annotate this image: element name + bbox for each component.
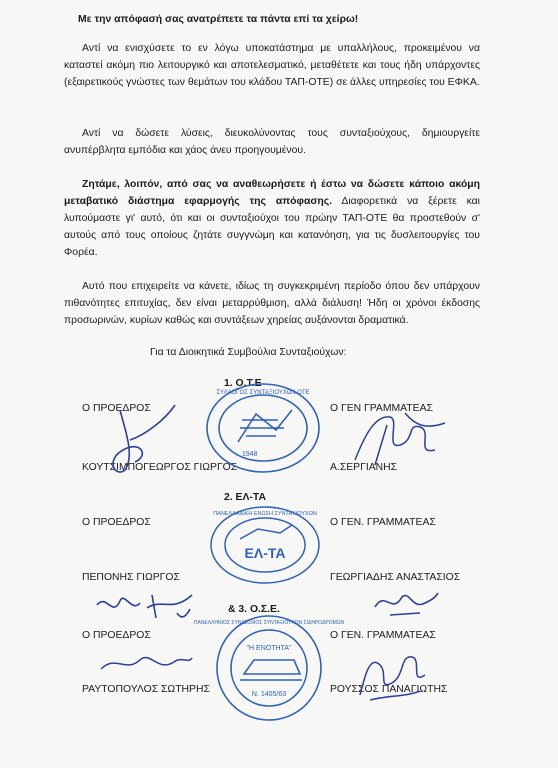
ose-president-signature-icon [96,644,196,680]
ote-president-role: Ο ΠΡΟΕΔΡΟΣ [82,403,151,414]
org-title-elta: 2. ΕΛ-ΤΑ [224,492,266,503]
ose-secretary-role: Ο ΓΕΝ. ΓΡΑΜΜΑΤΕΑΣ [330,630,436,641]
elta-president-role: Ο ΠΡΟΕΔΡΟΣ [82,517,151,528]
ose-stamp-number: Ν. 1405/63 [251,691,287,698]
signatures-intro: Για τα Διοικητικά Συμβούλια Συνταξιούχων: [150,347,347,358]
ote-stamp-year: 1948 [242,451,258,458]
paragraph-3-bold: Ζητάμε, λοιπόν, από σας να αναθεωρήσετε ή έστω να δώσετε κάποιο ακόμη μεταβατικό διάστημα εφαρμογής της απόφασης. [64,179,480,207]
ose-stamp-icon [193,612,345,724]
ose-president-role: Ο ΠΡΟΕΔΡΟΣ [82,630,151,641]
ose-stamp-motto: "Η ΕΝΟΤΗΤΑ" [246,645,292,652]
elta-stamp-logo: ΕΛ-ΤΑ [244,545,286,561]
elta-stamp-text: ΠΑΝΕΛΛΑΔΙΚΗ ΕΝΩΣΗ ΣΥΝΤΑΞΙΟΥΧΩΝ [213,511,317,517]
ose-president-name: ΡΑΥΤΟΠΟΥΛΟΣ ΣΩΤΗΡΗΣ [82,684,210,695]
ote-president-name: ΚΟΥΤΣΙΜΠΟΓΕΩΡΓΟΣ ΓΙΩΡΓΟΣ [82,462,238,473]
paragraph-3 [64,176,480,261]
org-title-ose: & 3. Ο.Σ.Ε. [228,604,280,615]
paragraph-2: Αντί να δώσετε λύσεις, διευκολύνοντας τους συνταξιούχους, δημιουργείτε ανυπέρβλητα εμπόδια και χάος άνευ προηγουμένου. [64,128,480,156]
paragraph-3-rest: Διαφορετικά να ξέρετε και λυπούμαστε γι' αυτό, ότι και οι συνταξιούχοι του πρώην ΤΑΠ-ΟΤΕ θα προστεθούν σ' αυτούς από τους οποίους ζητάτε συγγνώμη και κατανόηση, για τις δυσλειτουργίες του Φορέα. [64,196,480,258]
ote-president-signature-icon [95,400,190,480]
ose-secretary-name: ΡΟΥΣΣΟΣ ΠΑΝΑΓΙΩΤΗΣ [330,684,448,695]
ote-stamp-icon [200,380,330,476]
elta-president-name: ΠΕΠΟΝΗΣ ΓΙΩΡΓΟΣ [82,572,180,583]
ose-stamp-text: ΠΑΝΕΛΛΗΝΙΟΣ ΣΥΝΔΕΣΜΟΣ ΣΥΝΤΑΞΙΟΥΧΩΝ ΣΙΔΗΡΟΔΡΟΜΩΝ [193,620,345,626]
elta-secretary-signature-icon [370,585,440,620]
elta-president-signature-icon [92,583,202,623]
document-heading: Με την απόφασή σας ανατρέπετε τα πάντα επί τα χείρω! [78,14,359,25]
elta-secretary-name: ΓΕΩΡΓΙΑΔΗΣ ΑΝΑΣΤΑΣΙΟΣ [330,572,461,583]
ote-secretary-role: Ο ΓΕΝ ΓΡΑΜΜΑΤΕΑΣ [330,403,433,414]
paragraph-4: Αυτό που επιχειρείτε να κάνετε, ιδίως τη συγκεκριμένη περίοδο όπου δεν υπάρχουν πιθανότητες επιτυχίας, δεν είναι μεταρρύθμιση, αλλά διάλυση! Ήδη οι χρόνοι έκδοσης προσωρινών, κυρίων καθώς και συντάξεων χηρείας αυξάνονται δραματικά. [64,281,480,326]
paragraph-1: Αντί να ενισχύσετε το εν λόγω υποκατάστημα με υπαλλήλους, προκειμένου να καταστεί ακόμη πιο λειτουργικό και αποτελεσματικό, μεταθέτετε και τους ήδη υπάρχοντες (εξαιρετικούς γνώστες των θεμάτων του κλάδου ΤΑΠ-ΟΤΕ) σε άλλες υπηρεσίες του ΕΦΚΑ. [64,43,480,88]
org-title-ote: 1. Ο.Τ.Ε [224,378,262,389]
ote-secretary-name: Α.ΣΕΡΓΙΑΝΗΣ [330,462,398,473]
elta-stamp-icon [206,503,324,587]
elta-secretary-role: Ο ΓΕΝ. ΓΡΑΜΜΑΤΕΑΣ [330,517,436,528]
ote-stamp-text: ΣΥΛΛΟΓΟΣ ΣΥΝΤΑΞΙΟΥΧΩΝ ΟΤΕ [216,390,310,396]
ose-secretary-signature-icon [350,645,430,705]
ote-secretary-signature-icon [345,405,455,475]
